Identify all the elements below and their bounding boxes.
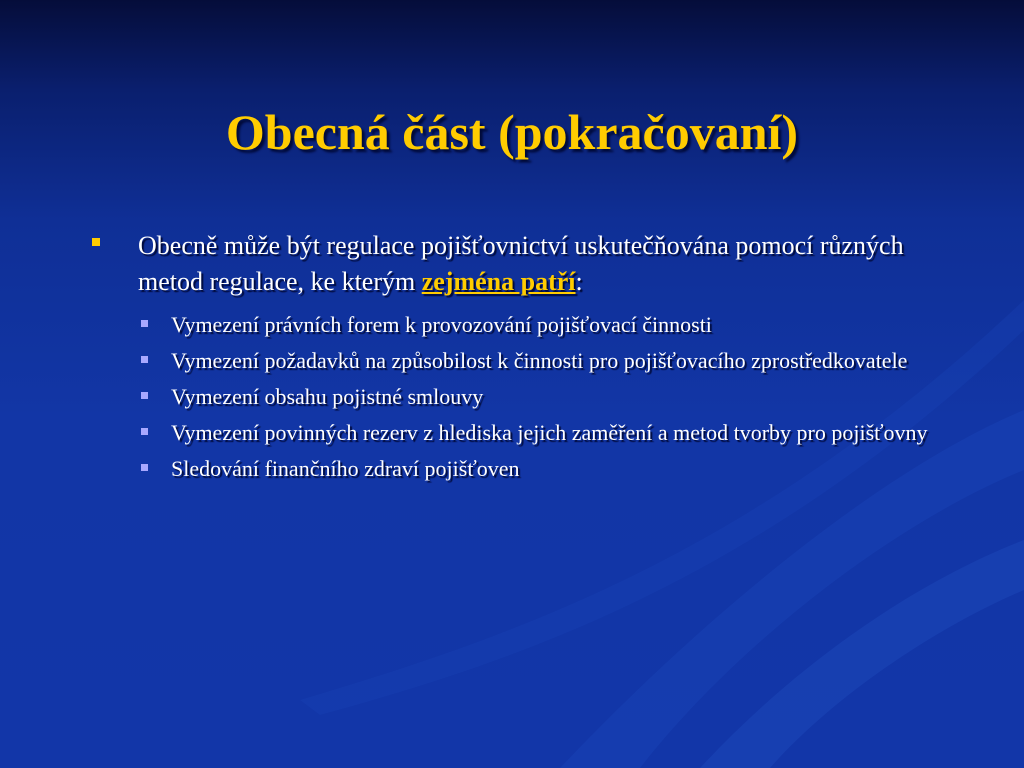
square-bullet-icon [141,392,148,399]
sub-bullet-item [138,346,948,376]
slide-title: Obecná část (pokračovaní) [225,104,799,160]
square-bullet-icon [92,238,100,246]
sub-bullet-item [138,418,948,448]
main-point-colon: : [575,267,583,296]
bullet-list [88,228,948,490]
sub-point-text: Vymezení obsahu pojistné smlouvy [171,384,484,409]
sub-bullet-item [138,310,948,340]
main-point-text: Obecně může být regulace pojišťovnictví uskutečňována pomocí různých metod regulace, ke kterým [138,231,904,296]
square-bullet-icon [141,320,148,327]
sub-point-text: Vymezení požadavků na způsobilost k činnosti pro pojišťovacího zprostředkovatele [171,348,908,373]
main-bullet-item [88,228,948,484]
square-bullet-icon [141,428,148,435]
sub-bullet-item [138,382,948,412]
square-bullet-icon [141,464,148,471]
sub-bullet-item [138,454,948,484]
main-point-highlight: zejména patří [421,267,576,296]
sub-point-text: Vymezení právních forem k provozování pojišťovací činnosti [171,312,712,337]
sub-bullet-list [138,310,948,484]
square-bullet-icon [141,356,148,363]
sub-point-text: Sledování finančního zdraví pojišťoven [171,456,520,481]
sub-point-text: Vymezení povinných rezerv z hlediska jejich zaměření a metod tvorby pro pojišťovny [171,420,928,445]
